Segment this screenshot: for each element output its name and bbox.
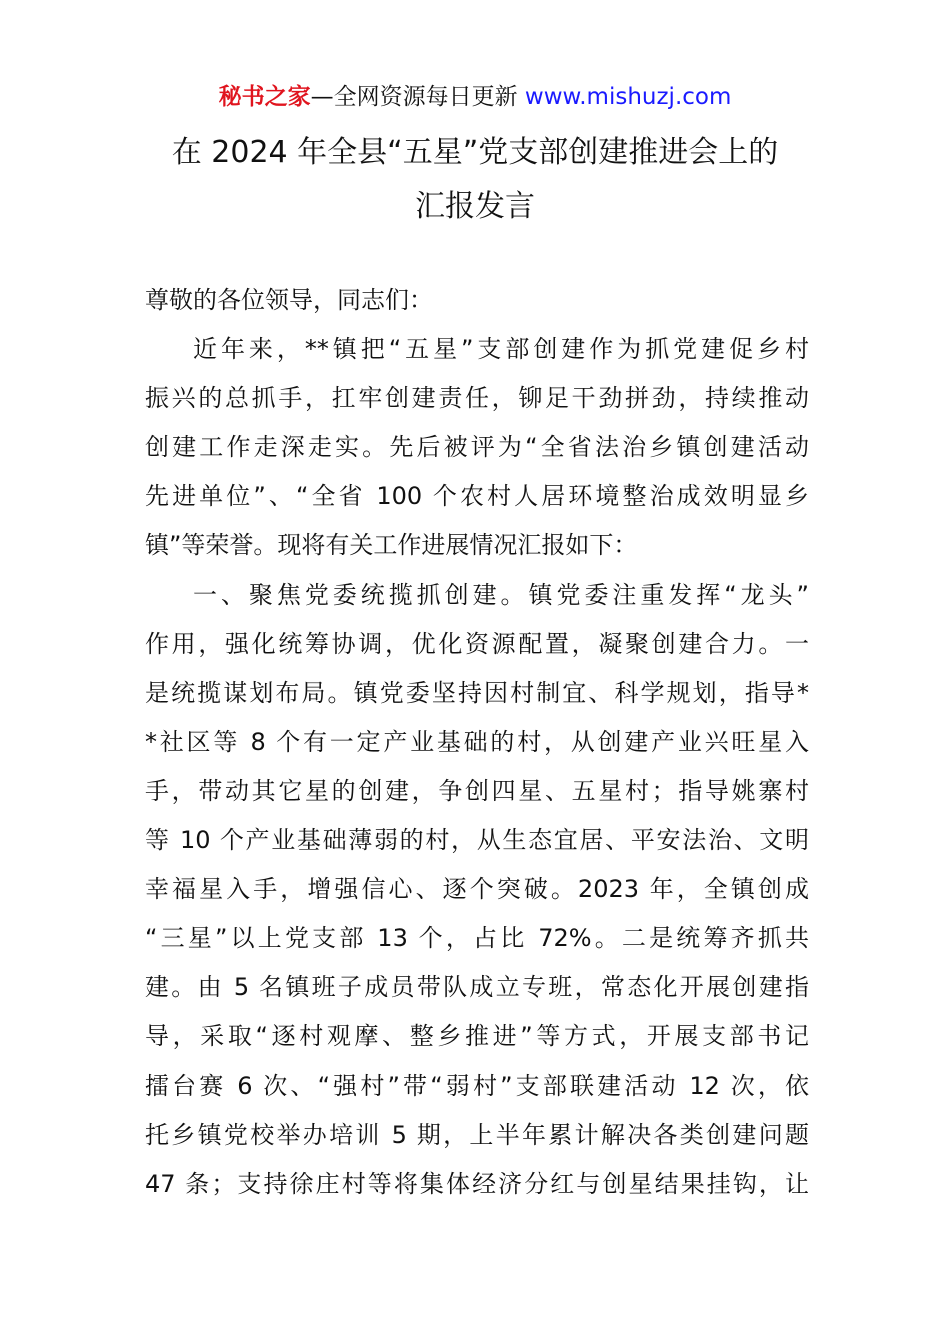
body-line: 等 10 个产业基础薄弱的村，从生态宜居、平安法治、文明 bbox=[145, 826, 809, 855]
title-line-1: 在 2024 年全县“五星”党支部创建推进会上的 bbox=[171, 135, 779, 170]
site-header bbox=[0, 82, 950, 112]
body-line: 振兴的总抓手，扛牢创建责任，铆足干劲拼劲，持续推动 bbox=[145, 384, 809, 413]
site-url[interactable]: www.mishuzj.com bbox=[524, 84, 732, 110]
body-line: 擂台赛 6 次、“强村”带“弱村”支部联建活动 12 次，依 bbox=[145, 1071, 809, 1100]
body-line: *社区等 8 个有一定产业基础的村，从创建产业兴旺星入 bbox=[145, 727, 809, 756]
body-line: 托乡镇党校举办培训 5 期，上半年累计解决各类创建问题 bbox=[145, 1120, 809, 1149]
body-line: 导，采取“逐村观摩、整乡推进”等方式，开展支部书记 bbox=[145, 1022, 809, 1051]
document-body bbox=[145, 276, 809, 1209]
body-line: “三星”以上党支部 13 个，占比 72%。二是统筹齐抓共 bbox=[145, 924, 809, 953]
body-line: 先进单位”、“全省 100 个农村人居环境整治成效明显乡 bbox=[145, 482, 809, 511]
body-line: 近年来，**镇把“五星”支部创建作为抓党建促乡村 bbox=[193, 335, 809, 364]
body-line: 手，带动其它星的创建，争创四星、五星村；指导姚寨村 bbox=[145, 776, 809, 805]
document-title bbox=[120, 126, 830, 234]
body-line: 幸福星入手，增强信心、逐个突破。2023 年，全镇创成 bbox=[145, 875, 809, 904]
body-line: 建。由 5 名镇班子成员带队成立专班，常态化开展创建指 bbox=[145, 973, 809, 1002]
body-line: 一、聚焦党委统揽抓创建。镇党委注重发挥“龙头” bbox=[193, 580, 809, 609]
brand-name: 秘书之家 bbox=[218, 84, 311, 110]
body-line: 47 条；支持徐庄村等将集体经济分红与创星结果挂钩，让 bbox=[145, 1169, 809, 1198]
salutation: 尊敬的各位领导，同志们： bbox=[145, 286, 433, 314]
body-line: 作用，强化统筹协调，优化资源配置，凝聚创建合力。一 bbox=[145, 629, 809, 658]
title-line-2: 汇报发言 bbox=[415, 189, 535, 224]
body-line: 镇”等荣誉。现将有关工作进展情况汇报如下： bbox=[145, 531, 638, 560]
header-tagline: —全网资源每日更新 bbox=[310, 84, 525, 110]
body-line: 是统揽谋划布局。镇党委坚持因村制宜、科学规划，指导* bbox=[145, 678, 809, 707]
body-line: 创建工作走深走实。先后被评为“全省法治乡镇创建活动 bbox=[145, 433, 809, 462]
